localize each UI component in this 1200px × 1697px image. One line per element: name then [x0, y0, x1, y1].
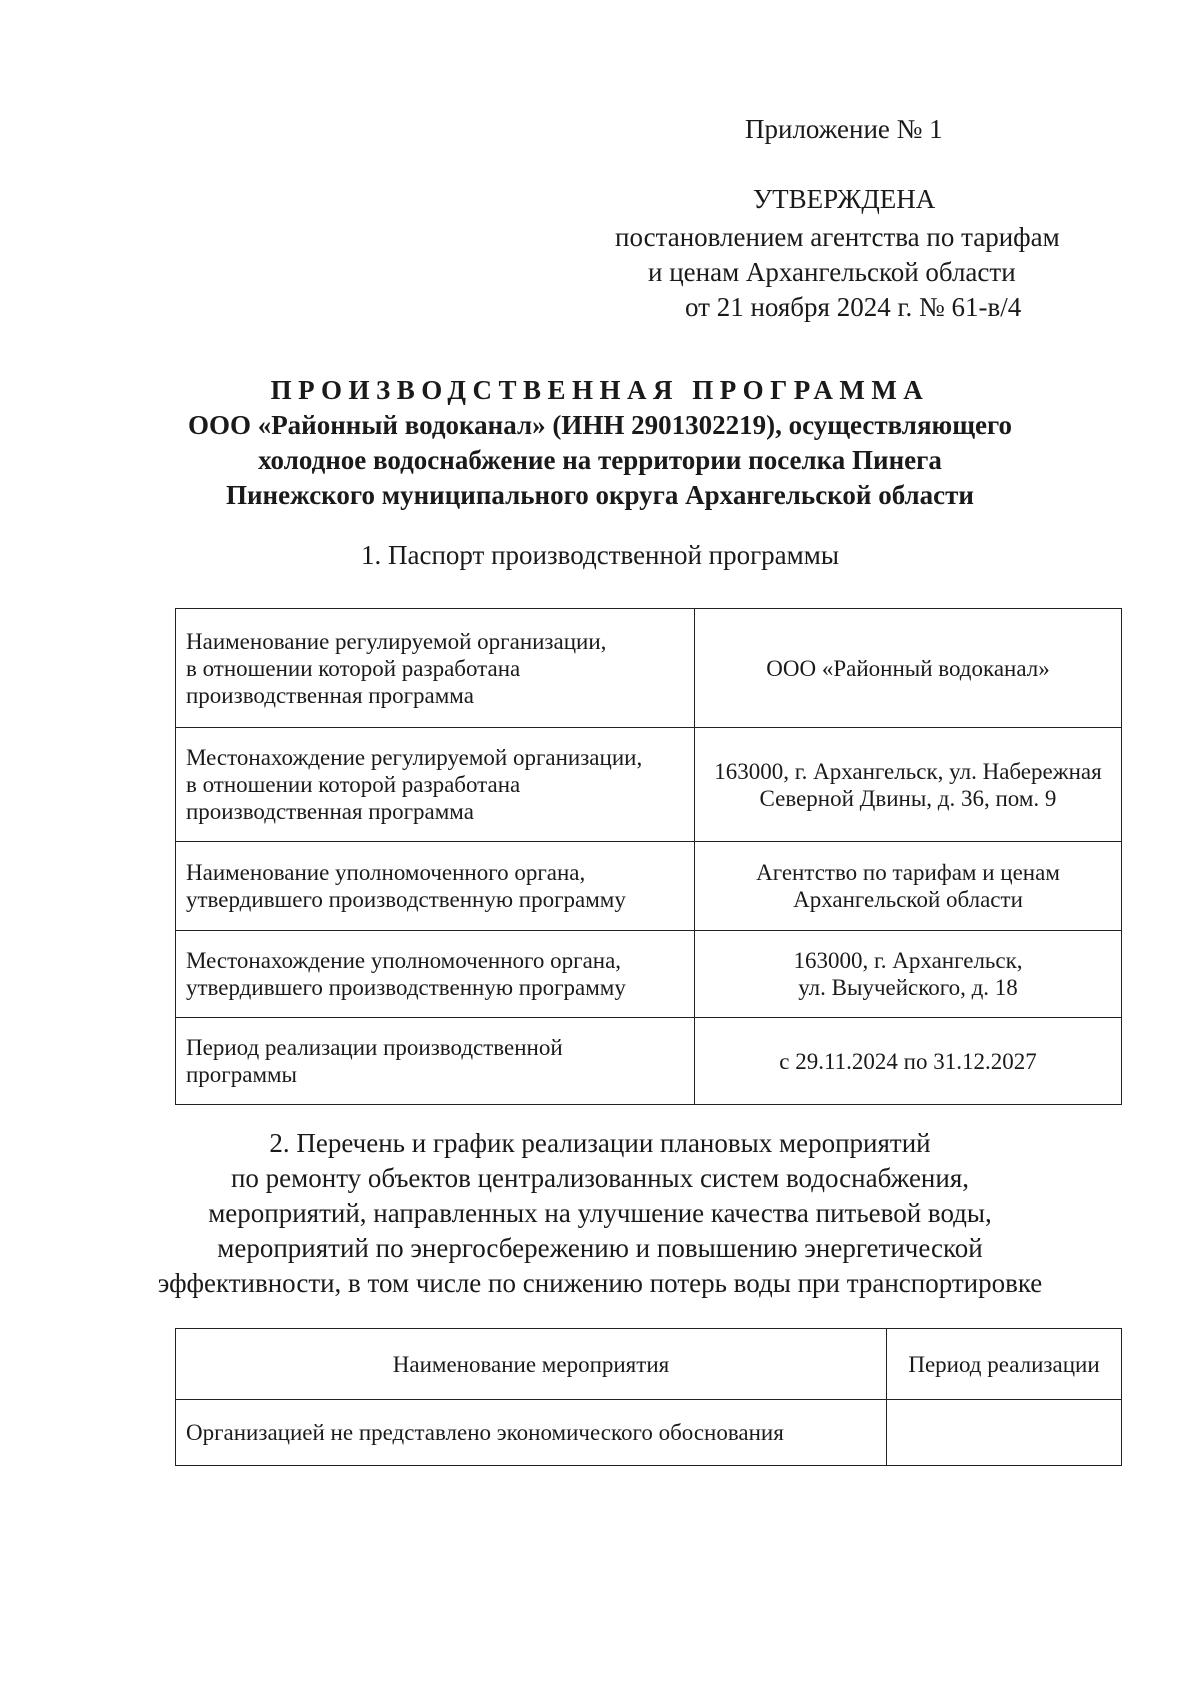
label-line: утвердившего производственную программу	[186, 975, 626, 1000]
table-row	[176, 931, 1122, 1018]
value-line: ул. Выучейского, д. 18	[798, 975, 1018, 1000]
measure-name-cell: Организацией не представлено экономического обоснования	[176, 1400, 887, 1466]
value-line: с 29.11.2024 по 31.12.2027	[779, 1048, 1037, 1074]
document-title	[0, 373, 1200, 513]
value-line: Архангельской области	[793, 887, 1023, 912]
label-line: в отношении которой разработана	[186, 655, 521, 681]
label-line: программы	[186, 1062, 298, 1087]
passport-label	[176, 931, 695, 1018]
table-header-row	[176, 1329, 1122, 1400]
table-row	[176, 728, 1122, 842]
heading-line: эффективности, в том числе по снижению потерь воды при транспортировке	[157, 1268, 1043, 1298]
heading-line: мероприятий, направленных на улучшение качества питьевой воды,	[208, 1198, 992, 1228]
title-territory: Пинежского муниципального округа Архангельской области	[226, 480, 974, 510]
approved-label: УТВЕРЖДЕНА	[753, 184, 936, 214]
label-line: производственная программа	[186, 682, 474, 708]
label-line: Местонахождение уполномоченного органа,	[186, 948, 622, 973]
heading-line: 2. Перечень и график реализации плановых мероприятий	[269, 1128, 931, 1158]
heading-line: по ремонту объектов централизованных систем водоснабжения,	[230, 1163, 970, 1193]
section2-heading	[0, 1126, 1200, 1301]
heading-line: мероприятий по энергосбережению и повышению энергетической	[217, 1233, 983, 1263]
table-row	[176, 609, 1122, 728]
measures-table	[175, 1328, 1122, 1466]
passport-label	[176, 609, 695, 728]
title-service: холодное водоснабжение на территории поселка Пинега	[258, 445, 942, 475]
table-row	[176, 1018, 1122, 1105]
label-line: утвердившего производственную программу	[186, 887, 626, 912]
passport-label	[176, 1018, 695, 1105]
value-line: 163000, г. Архангельск,	[793, 948, 1023, 973]
value-line: Агентство по тарифам и ценам	[756, 860, 1060, 885]
measure-period-cell	[887, 1400, 1122, 1466]
label-line: Наименование уполномоченного органа,	[186, 860, 586, 885]
label-line: Наименование регулируемой организации,	[186, 628, 607, 654]
approval-decree-line: постановлением агентства по тарифам	[615, 222, 1060, 252]
passport-table	[175, 608, 1122, 1105]
title-organization: ООО «Районный водоканал» (ИНН 2901302219), осуществляющего	[187, 410, 1013, 440]
passport-value	[695, 609, 1122, 728]
table-row	[176, 842, 1122, 931]
approval-date-line: от 21 ноября 2024 г. № 61-в/4	[685, 292, 1022, 322]
passport-value	[695, 842, 1122, 931]
value-line: 163000, г. Архангельск, ул. Набережная	[714, 758, 1102, 784]
passport-label	[176, 842, 695, 931]
passport-value	[695, 931, 1122, 1018]
passport-value	[695, 1018, 1122, 1105]
title-program: ПРОИЗВОДСТВЕННАЯ ПРОГРАММА	[270, 375, 930, 405]
value-line: Северной Двины, д. 36, пом. 9	[759, 785, 1057, 811]
label-line: в отношении которой разработана	[186, 772, 521, 797]
column-header-period: Период реализации	[887, 1329, 1122, 1400]
column-header-measure: Наименование мероприятия	[176, 1329, 887, 1400]
approval-agency-line: и ценам Архангельской области	[648, 257, 1016, 287]
passport-value	[695, 728, 1122, 842]
value-line: ООО «Районный водоканал»	[766, 655, 1050, 681]
label-line: производственная программа	[186, 799, 474, 824]
table-row	[176, 1400, 1122, 1466]
section1-heading: 1. Паспорт производственной программы	[361, 540, 839, 570]
label-line: Местонахождение регулируемой организации,	[186, 745, 643, 770]
label-line: Период реализации производственной	[186, 1035, 563, 1060]
passport-label	[176, 728, 695, 842]
appendix-number: Приложение № 1	[745, 114, 943, 144]
